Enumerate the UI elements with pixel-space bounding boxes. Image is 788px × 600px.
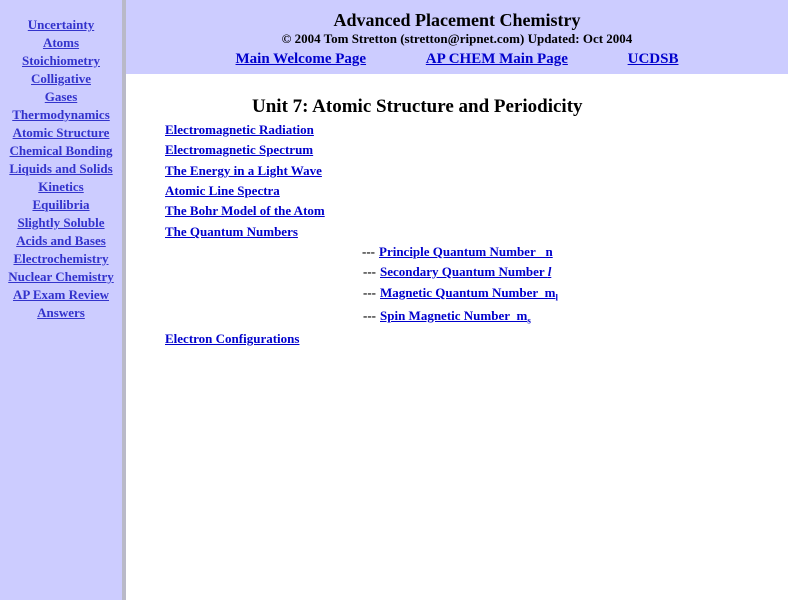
page-title: Unit 7: Atomic Structure and Periodicity (252, 96, 583, 117)
subtopic-magnetic (363, 285, 558, 306)
subtopic-secondary (363, 264, 551, 280)
magnetic-quantum-number-link[interactable] (380, 285, 559, 303)
topic-quantum-numbers[interactable]: The Quantum Numbers (165, 224, 298, 239)
link-text: Principle Quantum Number_ (379, 244, 546, 259)
sidebar-item-atomic-structure[interactable]: Atomic Structure (12, 125, 110, 140)
subscript-l: l (555, 292, 559, 303)
sidebar-nav (0, 0, 126, 600)
header-links (126, 50, 788, 68)
dash-marker: --- (363, 264, 376, 279)
link-text: Secondary Quantum Number (380, 264, 548, 279)
site-credit: © 2004 Tom Stretton (stretton@ripnet.com) Updated: Oct 2004 (281, 31, 633, 46)
sidebar-item-atoms[interactable]: Atoms (42, 35, 80, 50)
link-text: Spin Magnetic Number_m (380, 308, 528, 323)
dash-marker: --- (363, 308, 376, 323)
sidebar-item-nuclear-chemistry[interactable]: Nuclear Chemistry (8, 269, 114, 284)
site-title: Advanced Placement Chemistry (333, 10, 581, 30)
dash-marker: --- (363, 285, 376, 300)
main-welcome-page-link[interactable]: Main Welcome Page (235, 51, 367, 67)
sidebar-item-chemical-bonding[interactable]: Chemical Bonding (9, 143, 113, 158)
principal-quantum-number-link[interactable] (379, 244, 553, 259)
subscript-s: s (527, 315, 531, 326)
topic-electron-configurations[interactable]: Electron Configurations (165, 331, 300, 346)
link-text: Magnetic Quantum Number_m (380, 285, 556, 300)
sidebar-item-gases[interactable]: Gases (44, 89, 78, 104)
sidebar-item-electrochemistry[interactable]: Electrochemistry (13, 251, 109, 266)
sidebar-item-colligative[interactable]: Colligative (31, 71, 91, 86)
sidebar-item-answers[interactable]: Answers (37, 305, 85, 320)
spin-magnetic-number-link[interactable] (380, 308, 531, 326)
dash-marker: --- (362, 244, 375, 259)
symbol-n: n (545, 244, 553, 259)
topic-bohr-model[interactable]: The Bohr Model of the Atom (165, 203, 325, 218)
header-banner (126, 0, 788, 74)
sidebar-item-ap-exam-review[interactable]: AP Exam Review (12, 287, 110, 302)
secondary-quantum-number-link[interactable] (380, 264, 551, 279)
topic-atomic-line-spectra[interactable]: Atomic Line Spectra (165, 183, 280, 198)
sidebar-item-liquids-and-solids[interactable]: Liquids and Solids (9, 161, 113, 176)
sidebar-menu (0, 0, 122, 322)
symbol-l: l (547, 264, 552, 279)
topic-energy-light-wave[interactable]: The Energy in a Light Wave (165, 163, 322, 178)
topic-electromagnetic-spectrum[interactable]: Electromagnetic Spectrum (165, 142, 314, 157)
sidebar-item-slightly-soluble[interactable]: Slightly Soluble (17, 215, 105, 230)
sidebar-item-acids-and-bases[interactable]: Acids and Bases (16, 233, 106, 248)
sidebar-item-thermodynamics[interactable]: Thermodynamics (12, 107, 110, 122)
sidebar-item-kinetics[interactable]: Kinetics (38, 179, 84, 194)
subtopic-principal (362, 244, 553, 260)
ucdsb-link[interactable]: UCDSB (627, 51, 679, 67)
topic-electromagnetic-radiation[interactable]: Electromagnetic Radiation (165, 122, 314, 137)
ap-chem-main-page-link[interactable]: AP CHEM Main Page (425, 51, 568, 67)
main-content (126, 74, 788, 600)
subtopic-spin (363, 308, 531, 329)
sidebar-item-uncertainty[interactable]: Uncertainty (27, 17, 95, 32)
sidebar-item-stoichiometry[interactable]: Stoichiometry (22, 53, 100, 68)
sidebar-item-equilibria[interactable]: Equilibria (32, 197, 90, 212)
